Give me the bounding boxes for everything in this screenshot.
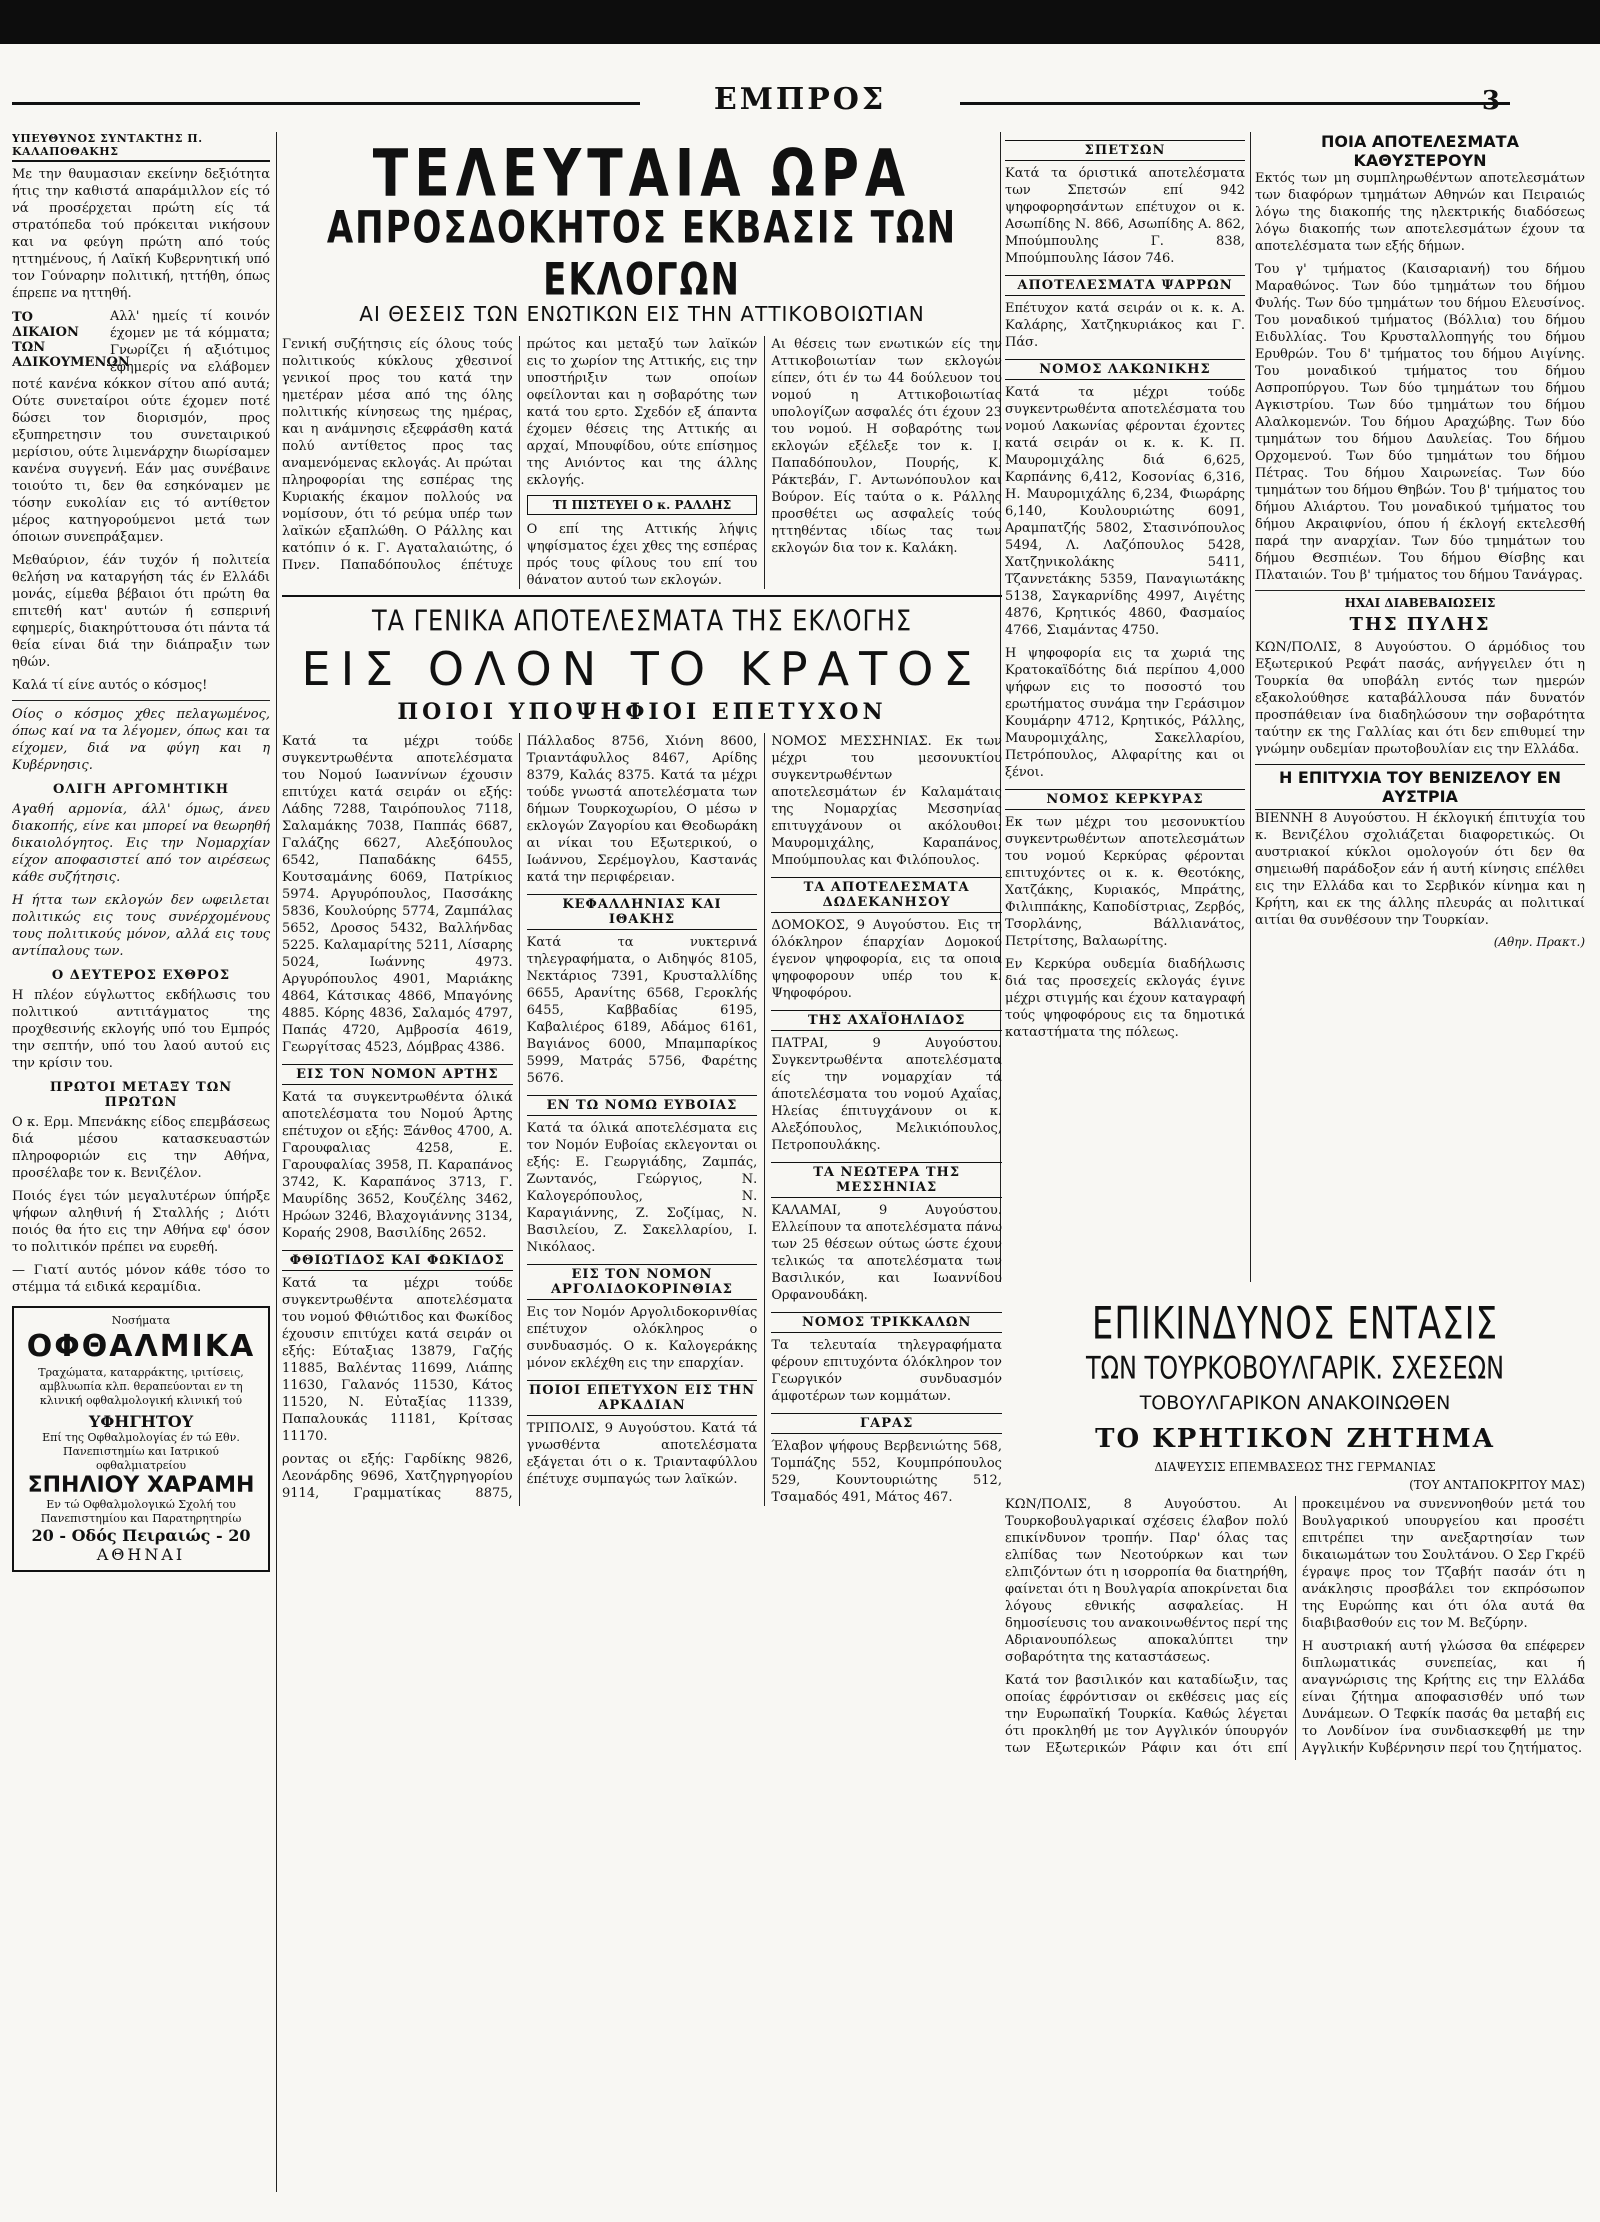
newspaper-title: ΕΜΠΡΟΣ bbox=[640, 82, 960, 117]
article-paragraph: ΚΩΝ/ΠΟΛΙΣ, 8 Αυγούστου. Ο άρμόδιος του Εξωτερικού Ρεφάτ πασάς, ανήγγειλεν ότι η Τουρκία θα υποβάλη εντός των ημερών εξακολούθησε καταβάλλουσα πάν δυνατόν προσπάθειαν ίνα διαδηλώσουν την σοβαρότητα ταύτην εκ της Γαλλίας και ότι δεν επιθυμεί την γνώμην ουδεμίαν πρωτοβουλίαν εις την Ελλάδα. bbox=[1255, 640, 1585, 757]
article-paragraph: Με την θαυμασιαν εκείνην δεξιότητα ήτις την καθιστά απαράμιλλον είς τό νά προσέρχεται πρώτη είς τά στρατόπεδα τού πρόκειται νικήσουν και να φεύγη πρώτη από τούς ηττημένους, ή Λαϊκή Κυβερνητική υπό τον Γούναρην πολιτική, ηττήθη, όπως έπρεπε να ηττηθή. bbox=[12, 167, 270, 301]
article-paragraph: Εκτός των μη συμπληρωθέντων αποτελεσμάτων των διαφόρων τμημάτων Αθηνών και Πειραιώς λόγω της διακοπής της ηλεκτρικής διαδόσεως λόγω διακοπής των αποτελεσμάτων έχουν τα αποτελέσματα των εξής δήμων. bbox=[1255, 171, 1585, 254]
article-paragraph: ΒΙΕΝΝΗ 8 Αυγούστου. Η έκλογική έπιτυχία του κ. Βενιζέλου σχολιάζεται διαφορετικώς. Οι αυστριακοί κύκλοι ομολογούν ότι δεν θα σημειωθή παράδοξον εάν ή αυτή κίνησις επέλθει εις την Ελλάδα και το Σερβικόν κίνημα και η Κρήτη, και εκ της άλλης πλευράς αι πολιτικαί αιτίαι θα συνθέσουν την Τουρκίαν. bbox=[1255, 811, 1585, 928]
results-article bbox=[282, 733, 1002, 1506]
column-rule bbox=[1250, 132, 1251, 1282]
subheading: Ο ΔΕΥΤΕΡΟΣ ΕΧΘΡΟΣ bbox=[51, 968, 231, 983]
article-paragraph: Έλαβον ψήφους Βερβενιώτης 568, Τομπάζης 552, Κουμπρόπουλος 529, Κουντουριώτης 512, Τσαμαδός 491, Μάτος 467. bbox=[771, 1439, 1002, 1505]
article-paragraph: Οίος ο κόσμος χθες πελαγωμένος, όπως καί να τα λέγομεν, όπως και τα είχομεν, διά να φύγη και η Κυβέρνησις. bbox=[12, 707, 270, 773]
article-paragraph: ΚΩΝ/ΠΟΛΙΣ, 8 Αυγούστου. Αι Τουρκοβουλγαρικαί σχέσεις έλαβον πολύ επικίνδυνον τροπήν. Παρ' όλας τας ελπίδας των Νεοτούρκων και των ελπιζόντων ότι η ισορροπία θα διατηρήθη, φαίνεται ότι η Βουλγαρία αποκρίνεται δια λόγους εθνικής ασφαλείας. Η δημοσίευσις του ανακοινωθέντος περί της Αδριανουπόλεως αποκαλύπτει την σοβαρότητα της καταστάσεως. bbox=[1005, 1497, 1288, 1665]
article-paragraph: ΚΑΛΑΜΑΙ, 9 Αυγούστου. Ελλείπουν τα αποτελέσματα πάνω των 25 θέσεων ούτως ώστε έχουν τελικώς τα αποτελέσματα των Βασιλικόν, και Ιωαννίδου Ορφανουδάκη. bbox=[771, 1203, 1002, 1303]
crisis-article bbox=[1005, 1290, 1585, 1760]
article-paragraph: Επέτυχον κατά σειράν οι κ. κ. Α. Καλάρης, Χατζηκυριάκος και Γ. Πάσ. bbox=[1005, 301, 1245, 350]
third-column bbox=[1005, 132, 1245, 1047]
divider bbox=[282, 595, 1002, 597]
article-paragraph: ΤΡΙΠΟΛΙΣ, 9 Αυγούστου. Κατά τά γνωσθέντα αποτελέσματα εξάγεται ότι ο κ. Τριανταφύλλου έπέτυχε συμπαγώς των λαϊκών. bbox=[526, 1421, 758, 1487]
article-paragraph: Η αυστριακή αυτή γλώσσα θα επέφερεν διπλωματικάς συνεπείας, και ή αναγνώρισις της Κρήτης εις την Ελλάδα είναι ζήτημα αποφασισθέν υπό των Δυνάμεων. Ο Τεφκίκ πασάς θα μεταβή εις το Λονδίνον ίνα συνδιασκεφθή με την Αγγλικήν Κυβέρνησιν περί του ζητήματος. bbox=[1302, 1639, 1585, 1756]
article-paragraph: Τα τελευταία τηλεγραφήματα φέρουν επιτυχόντα όλόκληρον τον Γεωργικόν συνδυασμόν άμφοτέρων των κομμάτων. bbox=[771, 1338, 1002, 1404]
subheading: ΤΑ ΑΠΟΤΕΛΕΣΜΑΤΑ ΔΩΔΕΚΑΝΗΣΟΥ bbox=[771, 877, 1002, 913]
scan-top-border bbox=[0, 0, 1600, 44]
article-paragraph: Αγαθή αρμονία, άλλ' όμως, άνευ διακοπής, είνε και μπορεί να θεωρηθή δικαιολόγητος. Εις την Νομαρχίαν είχον αποφασιστεί από τον αιρέσεως κάθε συζήτησις. bbox=[12, 802, 270, 885]
right-column bbox=[1255, 132, 1585, 953]
article-paragraph: Κατά τα συγκεντρωθέντα όλικά αποτελέσματα του Νομού Άρτης επέτυχον οι εξής: Ξάνθος 4700, Α. Γαρουφαλιας 4258, Ε. Γαρουφαλίας 3958, Π. Καραπάνος 3742, Κ. Καραπάνος 3713, Γ. Μαυρίδης 3652, Κουζέλης 3462, Ηρώων 3246, Βλαχογιάννης 3134, Κοραής 2908, Βασιλίδης 2652. bbox=[282, 1090, 513, 1241]
subheading: ΝΟΜΟΣ ΛΑΚΩΝΙΚΗΣ bbox=[1005, 359, 1245, 380]
page-number: 3 bbox=[1481, 86, 1500, 116]
editor-byline: ΥΠΕΥΘΥΝΟΣ ΣΥΝΤΑΚΤΗΣ Π. ΚΑΛΑΠΟΘΑΚΗΣ bbox=[12, 132, 270, 162]
article-paragraph: Αι θέσεις των ενωτικών είς την Αττικοβοιωτίαν των εκλογών είπεν, ότι έν τω 44 δούλευον του νομού η Αττικοβοιωτίας υπολογίζων ασφαλές ότι έχουν 23 του νομού. Η σοβαρότης των εκλογών εξέλεξε τον κ. Ι. Παπαδόπουλον, Πουρής, Κ. Ράκτεβάν, Γ. Αντωνόπουλον και Βούρον. Είς ταύτα ο κ. Ράλλης προσθέτει ως ασφαλείς τούς ηττηθέντας ιδίως τας των εκλογών δια τον κ. Καλάκη. bbox=[771, 337, 1002, 556]
ad-doctor-title: ΥΦΗΓΗΤΟΥ bbox=[88, 1412, 194, 1431]
ad-description: Εν τώ Οφθαλμολογικώ Σχολή του Πανεπιστημίου και Παρατηρητηρίω bbox=[40, 1498, 242, 1525]
article-paragraph: Αλλ' ημείς τί κοινόν έχομεν με τά κόμματα; Γνωρίζει ή αξιότιμος έφημερίς να ελάβομεν ποτέ κανένα κόκκον σίτου από αυτά; Ούτε συνεταίροι ούτε έχομεν ποτέ δώσει τον διορισμόν, προς εξυπηρετησιν του συνεταιρικού μερίσιου, ούτε λιμενάρχην διωρίσαμεν κανένα συγγενή. Εάν μας συνέβαινε τοιούτο τι, δεν θα εσηκόναμεν με τόσην ευκολίαν εις τό αντίθετον μέρος κατηγορούμενοι μετά των όποιων συνεπράξαμεν. bbox=[12, 309, 270, 545]
article-paragraph: Εις τον Νομόν Αργολιδοκορινθίας επέτυχον ολόκληρος ο συνδυασμός. Ο κ. Καλογεράκης μόνον εκλέχθη εις την επαρχίαν. bbox=[526, 1305, 758, 1371]
crisis-subheadline: ΤΩΝ ΤΟΥΡΚΟΒΟΥΛΓΑΡΙΚ. ΣΧΕΣΕΩΝ bbox=[1085, 1349, 1505, 1387]
article-paragraph: Η πλέον εύγλωττος εκδήλωσις του πολιτικού αντιτάγματος της προχθεσινής εκλογής υπό του Εμπρός την σεπτήν, υπό του λαού αυτού εις την κρίσιν του. bbox=[12, 988, 270, 1071]
subheading: ΠΡΩΤΟΙ ΜΕΤΑΞΥ ΤΩΝ ΠΡΩΤΩΝ bbox=[49, 1080, 233, 1110]
left-column bbox=[12, 132, 270, 2212]
ad-city: ΑΘΗΝΑΙ bbox=[96, 1545, 186, 1564]
subheading: ΠΟΙΑ ΑΠΟΤΕΛΕΣΜΑΤΑ ΚΑΘΥΣΤΕΡΟΥΝ bbox=[1321, 132, 1519, 170]
results-headline: ΤΑ ΓΕΝΙΚΑ ΑΠΟΤΕΛΕΣΜΑΤΑ ΤΗΣ ΕΚΛΟΓΗΣ bbox=[371, 604, 913, 638]
ad-address: 20 - Οδός Πειραιώς - 20 bbox=[31, 1526, 251, 1545]
subheading: ΚΕΦΑΛΛΗΝΙΑΣ ΚΑΙ ΙΘΑΚΗΣ bbox=[527, 894, 758, 930]
center-column bbox=[282, 132, 1002, 2212]
divider bbox=[12, 700, 270, 701]
article-paragraph: Κατά τα νυκτερινά τηλεγραφήματα, ο Αιδηψός 8105, Νεκτάριος 7391, Κρυσταλλίδης 6655, Αρανίτης 6568, Γεροκλής 6455, Καββαδίας 6195, Καβαλιέρος 6189, Αδάμος 6161, Βαγιάνος 6000, Μπαμπαρίκος 5999, Ματράς 5756, Φαρέτης 5676. bbox=[526, 935, 758, 1086]
article-paragraph: Η ήττα των εκλογών δεν ωφειλεται πολιτικώς εις τους συνέρχομένους τους πολιτικούς μόνον, αλλά εις τους αντίπαλους των. bbox=[12, 893, 270, 959]
article-paragraph: Του γ' τμήματος (Καισαριανή) του δήμου Μαραθώνος. Των δύο τμημάτων του δήμου Φυλής. Των δύο τμημάτων του δήμου Ελευσίνος. Του μοναδικού τμήματος (Βόλλια) του δήμου Ειδυλλίας. Του Κρυσταλλοπηγής του δήμου Ερυθρών. Του δ' τμήματος του δήμου Αιγίνης. Του μοναδικού τμήματος του δήμου Ασπροπύργου. Των δύο τμημάτων του δήμου Αγκιστρίου. Των δύο τμημάτων του δήμου Αλαλκομενών. Του δήμου Αραχώβης. Των δύο τμημάτων του δήμου Δαυλείας. Του δήμου Ορχομενού. Των δύο τμημάτων του δήμου Πέτρας. Του δήμου Χαιρωνείας. Των δύο τμημάτων του δήμου Θηβών. Του β' τμήματος του δήμου Αλιάρτου. Του μοναδικού τμήματος του δήμου Ακραιφνίου, όπου ή έκλογή εκτελεσθή παρά την αναρχίαν. Των δύο τμημάτων του δήμου Θεσπιέων. Του δήμου Θίσβης και Πλαταιών. Του β' τμήματος του δήμου Τανάγρας. bbox=[1255, 262, 1585, 583]
main-headline: ΤΕΛΕΥΤΑΙΑ ΩΡΑ bbox=[372, 136, 912, 212]
article-paragraph: Κατά τα όλικά αποτελέσματα εις τον Νομόν Ευβοίας εκλεγονται οι εξής: Ε. Γεωργιάδης, Ζαμπάς, Ζωντανός, Γεώργιος, Ν. Καλογερόπουλος, Ν. Καραγιάννης, Ζ. Σοζίμας, Ν. Βασιλείου, Ζ. Σακελλαρίου, Ι. Νικόλαος. bbox=[526, 1121, 758, 1255]
main-subheadline: ΑΠΡΟΣΔΟΚΗΤΟΣ ΕΚΒΑΣΙΣ ΤΩΝ ΕΚΛΟΓΩΝ bbox=[326, 202, 958, 306]
source-attribution: (Αθην. Πρακτ.) bbox=[1493, 935, 1585, 949]
article-paragraph: — Γιατί αυτός μόνον κάθε τόσο το στέμμα τά ειδικά κεραμίδια. bbox=[12, 1263, 270, 1295]
article-paragraph: Εκ των μέχρι του μεσονυκτίου συγκεντρωθέντων αποτελεσμάτων του νομού Κερκύρας φέρονται επιτυχόντες οι κ. κ. Θεοτόκης, Χατζάκης, Κυριακός, Μπράτης, Φιλιππάκης, Καποδίστριας, Ζερβός, Τσορλάνης, Βάλλιανάτος, Πετρίτσης, Βαλαωρίτης. bbox=[1005, 815, 1245, 949]
correspondent-note: (ΤΟΥ ΑΝΤΑΠΟΚΡΙΤΟΥ ΜΑΣ) bbox=[1409, 1478, 1585, 1492]
article-paragraph: Κατά τα μέχρι τούδε συγκεντρωθέντα αποτελέσματα του Νομού Ιωαννίνων έχουσιν επιτύχει κατά σειράν οι εξής: Λάδης 7288, Ταιρόπουλος 7118, Σαλαμάκης 7038, Παππάς 6687, Γαλάζης 6627, Αλεξόπουλος 6542, Παπαδάκης 6455, Κουτσαμάνης 6069, Πατρίκιος 5974. Αργυρόπουλος, Πασσάκης 5836, Κουλούρης 5774, Ζαμπάλας 5652, Δροσος 5432, Βαλλήνδας 5225. Καλαμαρίτης 5211, Λίσαρης 5024, Ιωάννης 4973. Αργυρόπουλος 4901, Μαριάκης 4864, Κάτσικας 4866, Μπαγόνης 4885. Κόρης 4836, Σαλαμός 4797, Παπάς 4720, Αμβροσία 4619, Γεωργίτσας 4523, Δόμβρας 4386. bbox=[282, 734, 513, 1055]
crisis-deck-3: ΔΙΑΨΕΥΣΙΣ ΕΠΕΜΒΑΣΕΩΣ ΤΗΣ ΓΕΡΜΑΝΙΑΣ bbox=[1154, 1460, 1436, 1474]
article-paragraph: Γενική συζήτησις είς όλους τούς πολιτικούς κύκλους χθεσινοί γενικοί προς του κατά την ημετέραν μέσα από της όλης πολιτικής κίνησεως της ημέρας, και η ανάμνησις εξεφράσθη κατά πολύ αντίθετος προς τας αναμενόμενας εκλογάς. Αι πρώται πληροφορίαι της εσπέρας της Κυριακής έκαμον πολλούς να νομίσουν, ότι τό ρεύμα υπέρ των λαϊκών εξαπλώθη. Ο Ράλλης και κατόπιν ό κ. Γ. Αγαταλαιώτης, ό Πνεν. Παπαδόπουλος έπέτυχε πρώτος και μεταξύ των λαϊκών εις το χωρίον της Αττικής, εις την υποστήριξιν των οποίων οφείλονται και η σοβαρότης των κατά του ερτο. Σχεδόν εξ άπαντα έχομεν θέσεις της Αττικής αι αρχαί, Μπουφίδου, ούτε επίσημος της Ανιόντος και της άλλης εκλογής. bbox=[282, 337, 758, 573]
top-article bbox=[282, 336, 1002, 589]
article-paragraph: Μεθαύριον, έάν τυχόν ή πολιτεία θελήση να καταργήση τάς έν Ελλάδι μονάς, είμεθα βέβαιοι ότι πρώτη θα επιτεθή κατ' αυτών ή εσπερινή εφημερίς, διακηρύττουσα ότι πάντα τά θεία είναι διά την διάπραξιν των ηθών. bbox=[12, 553, 270, 670]
results-subtitle: ΠΟΙΟΙ ΥΠΟΨΗΦΙΟΙ ΕΠΕΤΥΧΟΝ bbox=[397, 699, 887, 725]
subheading: ΑΠΟΤΕΛΕΣΜΑΤΑ ΨΑΡΡΩΝ bbox=[1005, 275, 1245, 296]
article-paragraph: Κατά τα μέχρι τούδε συγκεντρωθέντα αποτελέσματα του νομού Φθιώτιδος και Φωκίδος έχουσιν επιτύχει κατά σειράν οι εξής: Εύταξιας 13879, Γαζής 11885, Βαλέντας 11699, Λιάπης 11630, Γαλανός 11530, Κάτος 11520, Ν. Εὐταξίας 11339, Παπαλουκάς 11181, Κρίτσας 11170. bbox=[282, 1276, 513, 1444]
subheading: ΣΠΕΤΣΩΝ bbox=[1005, 140, 1245, 161]
results-title: ΕΙΣ ΟΛΟΝ ΤΟ ΚΡΑΤΟΣ bbox=[301, 642, 983, 696]
subheading: ΦΘΙΩΤΙΔΟΣ ΚΑΙ ΦΩΚΙΔΟΣ bbox=[282, 1250, 513, 1271]
subheading: ΓΑΡΑΣ bbox=[771, 1413, 1002, 1434]
article-paragraph: Ο επί της Αττικής λήψις ψηφίσματος έχει χθες της εσπέρας πρός τους φίλους του επί του θάνατον αυτού των εκλογών. bbox=[526, 522, 758, 588]
article-paragraph: ΠΑΤΡΑΙ, 9 Αυγούστου. Συγκεντρωθέντα αποτελέσματα είς την νομαρχίαν τά άποτελέσματα του νομού Αχαΐας, Ηλείας έπιτυγχάνουν οι κ. Αλεξόπουλος, Μελικιόπουλος, Πετροπουλάκης. bbox=[771, 1036, 1002, 1153]
subheading: ΝΟΜΟΣ ΚΕΡΚΥΡΑΣ bbox=[1005, 789, 1245, 810]
subheading: ΟΛΙΓΗ ΑΡΓΟΜΗΤΙΚΗ bbox=[53, 782, 229, 797]
column-rule bbox=[276, 132, 277, 2192]
article-paragraph: Ποιός έγει τών μεγαλυτέρων ύπήρξε ψήφων αληθινή ή Σταλλής ; Διότι ποιός θα ήτο εις την Αθήνα εφ' όσον το πολιτικόν πρέπει να ευρεθή. bbox=[12, 1189, 270, 1255]
subheading: ΝΟΜΟΣ ΤΡΙΚΚΑΛΩΝ bbox=[771, 1312, 1002, 1333]
ad-description: Τραχώματα, καταρράκτης, ιριτίσεις, αμβλυωπία κλπ. θεραπεύονται εν τη κλινική οφθαλμολογική κλινική τού bbox=[38, 1366, 244, 1407]
main-deck: ΑΙ ΘΕΣΕΙΣ ΤΩΝ ΕΝΩΤΙΚΩΝ ΕΙΣ ΤΗΝ ΑΤΤΙΚΟΒΟΙΩΤΙΑΝ bbox=[359, 302, 925, 326]
article-paragraph: ροντας οι εξής: Γαρδίκης 9826, Λεονάρδης 9696, Χατζηγρηγορίου 9114, Γραμματίκας 8875, Πάλλαδος 8756, Χιόνη 8600, Τριαντάφυλλος 8467, Αρίδης 8379, Καλάς 8375. Κατά τα μέχρι τούδε γνωστά αποτελέσματα των δήμων Τουρκοχωρίου, Ο μέσω ν εκλογών Ζαγορίου και Θεοδωράκη αι νίκαι του Εξωτερικού, ο Ιωάννου, Σερέμογλου, Καστανάς κατά την περιφέρειαν. bbox=[282, 734, 758, 1501]
subheading: ΕΙΣ ΤΟΝ ΝΟΜΟΝ ΑΡΓΟΛΙΔΟΚΟΡΙΝΘΙΑΣ bbox=[527, 1264, 758, 1300]
article-paragraph: ΝΟΜΟΣ ΜΕΣΣΗΝΙΑΣ. Εκ των μέχρι του μεσονυκτίου συγκεντρωθέντων αποτελεσμάτων έν Καλαμάταις της Νομαρχίας Μεσσηνίας επιτυγχάνουν οι ακόλουθοι: Μαυρομιχάλης, Καραπάνος, Μπούμπουλας και Φιλόπουλος. bbox=[771, 734, 1002, 868]
subheading: ΕΙΣ ΤΟΝ ΝΟΜΟΝ ΑΡΤΗΣ bbox=[282, 1064, 513, 1085]
article-paragraph: Κατά τα όριστικά αποτελέσματα των Σπετσών επί 942 ψηφοφορησάντων επέτυχον οι κ. Ασωπίδης Ν. 866, Ασωπίδης Α. 862, Μπούμπουλης Γ. 838, Μπούμπουλης Ιάσον 746. bbox=[1005, 166, 1245, 266]
subheading: ΤΙ ΠΙΣΤΕΥΕΙ Ο κ. ΡΑΛΛΗΣ bbox=[527, 495, 758, 515]
crisis-headline: ΕΠΙΚΙΝΔΥΝΟΣ ΕΝΤΑΣΙΣ bbox=[1091, 1298, 1499, 1350]
subheading: ΤΗΣ ΑΧΑΪΟΗΛΙΔΟΣ bbox=[771, 1010, 1002, 1031]
masthead bbox=[0, 82, 1600, 124]
ad-kicker: Νοσήματα bbox=[111, 1314, 171, 1327]
subheading: ΠΟΙΟΙ ΕΠΕΤΥΧΟΝ ΕΙΣ ΤΗΝ ΑΡΚΑΔΙΑΝ bbox=[527, 1380, 758, 1416]
article-paragraph: Εν Κερκύρα ουδεμία διαδήλωσις διά τας προσεχείς εκλογάς έγινε μέχρι στιγμής και έχουν καταγραφή τούς ψηφοφόρους εις τα δημοτικά καταστήματα της πόλεως. bbox=[1005, 957, 1245, 1040]
crisis-deck-2: ΤΟ ΚΡΗΤΙΚΟΝ ΖΗΤΗΜΑ bbox=[1095, 1424, 1495, 1454]
article-paragraph: Ο κ. Ερμ. Μπενάκης είδος επεμβάσεως διά μέσου κατασκευαστών πληροφοριών εις την Αθήνα, προσέλαβε τον κ. Βενιζέλον. bbox=[12, 1115, 270, 1181]
article-paragraph: Κατά τα μέχρι τούδε συγκεντρωθέντα αποτελέσματα του νομού Λακωνίας φέρονται έχοντες κατά σειράν οι κ. κ. Κ. Π. Μαυρομιχάλης διά 6,625, Καρπάνης 6,412, Κοσονίας 6,316, Η. Μαυρομιχάλης 6,234, Φιωράρης 6,140, Κουλουριώτης 6091, Αραμπατζής 5802, Στασινόπουλος 5494, Λ. Λαζόπουλος 5428, Χατζηνικολάκης 5411, Τζαννετάκης 5359, Παναγιωτάκης 5138, Σαγκαρνίδης 4997, Αιγέτης 4876, Κρητικός 4860, Φασμαίος 4766, Σιαμάντας 4750. bbox=[1005, 385, 1245, 638]
ad-title: ΟΦΘΑΛΜΙΚΑ bbox=[26, 1329, 256, 1364]
crisis-body bbox=[1005, 1496, 1585, 1760]
crisis-deck: ΤΟΒΟΥΛΓΑΡΙΚΟΝ ΑΝΑΚΟΙΝΩΘΕΝ bbox=[1139, 1392, 1451, 1414]
article-paragraph: Καλά τί είνε αυτός ο κόσμος! bbox=[12, 678, 208, 693]
ad-description: Επί της Οφθαλμολογίας έν τώ Εθν. Πανεπιστημίω και Ιατρικού οφθαλμιατρείου bbox=[42, 1431, 240, 1472]
ad-doctor-name: ΣΠΗΛΙΟΥ ΧΑΡΑΜΗ bbox=[27, 1473, 255, 1498]
subheading: ΤΟ ΔΙΚΑΙΟΝ ΤΩΝ ΑΔΙΚΟΥΜΕΝΩΝ bbox=[12, 310, 130, 370]
subheading: ΕΝ ΤΩ ΝΟΜΩ ΕΥΒΟΙΑΣ bbox=[527, 1095, 758, 1116]
article-paragraph: ΔΟΜΟΚΟΣ, 9 Αυγούστου. Εις τη όλόκληρον έπαρχίαν Δομοκού έγενον ψηφοφορία, εις τα οποια ψηφοφορουν υπέρ του κ. Ψηφοφόρου. bbox=[771, 918, 1002, 1001]
subheading: ΤΗΣ ΠΥΛΗΣ bbox=[1349, 614, 1491, 635]
article-paragraph: Η ψηφοφορία εις τα χωριά της Κρατοκαϊδότης διά περίπου 4,000 ψήφων εις το ποσοστό του ερωτήματος συνάμα την Γεράσιμον Κουμάρην 4712, Κρητικός, Ράλλης, Μαυρομιχάλης, Σακελλαρίου, Πετρόπουλος, Αλφαρίτης και οι ξένοι. bbox=[1005, 646, 1245, 780]
article-paragraph: Κατά τον βασιλικόν και καταδίωξιν, τας οποίας έφρόντισαν οι εκθέσεις μας είς την Ευρωπαϊκή Τουρκία. Καθώς λέγεται ότι προκληθή με τον Αγγλικόν ύπουργόν των Εξωτερικών Ράφιν και ότι επί προκειμένου να συνεννοηθούν μετά του Βουλγαρικού υπουργείου και προσέτι επιτρέπει την ανεξαρτησίαν των δικαιωμάτων του Σουλτάνου. Ο Σερ Γκρέϋ έγραψε προς τον Τζαβήτ πασάν ότι η ανάκλησις προσβάλει τον εκπρόσωπον της Ευρώπης και ότι όλα αυτά θα διαβιβασθούν εις τον Μ. Βεζύρην. bbox=[1005, 1497, 1585, 1756]
subheading: ΤΑ ΝΕΩΤΕΡΑ ΤΗΣ ΜΕΣΣΗΝΙΑΣ bbox=[771, 1162, 1002, 1198]
divider bbox=[1255, 590, 1585, 591]
subheading: ΗΧΑΙ ΔΙΑΒΕΒΑΙΩΣΕΙΣ bbox=[1344, 596, 1496, 610]
advertisement-ophthalmology bbox=[12, 1306, 270, 1572]
subheading: Η ΕΠΙΤΥΧΙΑ ΤΟΥ ΒΕΝΙΖΕΛΟΥ ΕΝ ΑΥΣΤΡΙΑ bbox=[1255, 764, 1585, 810]
